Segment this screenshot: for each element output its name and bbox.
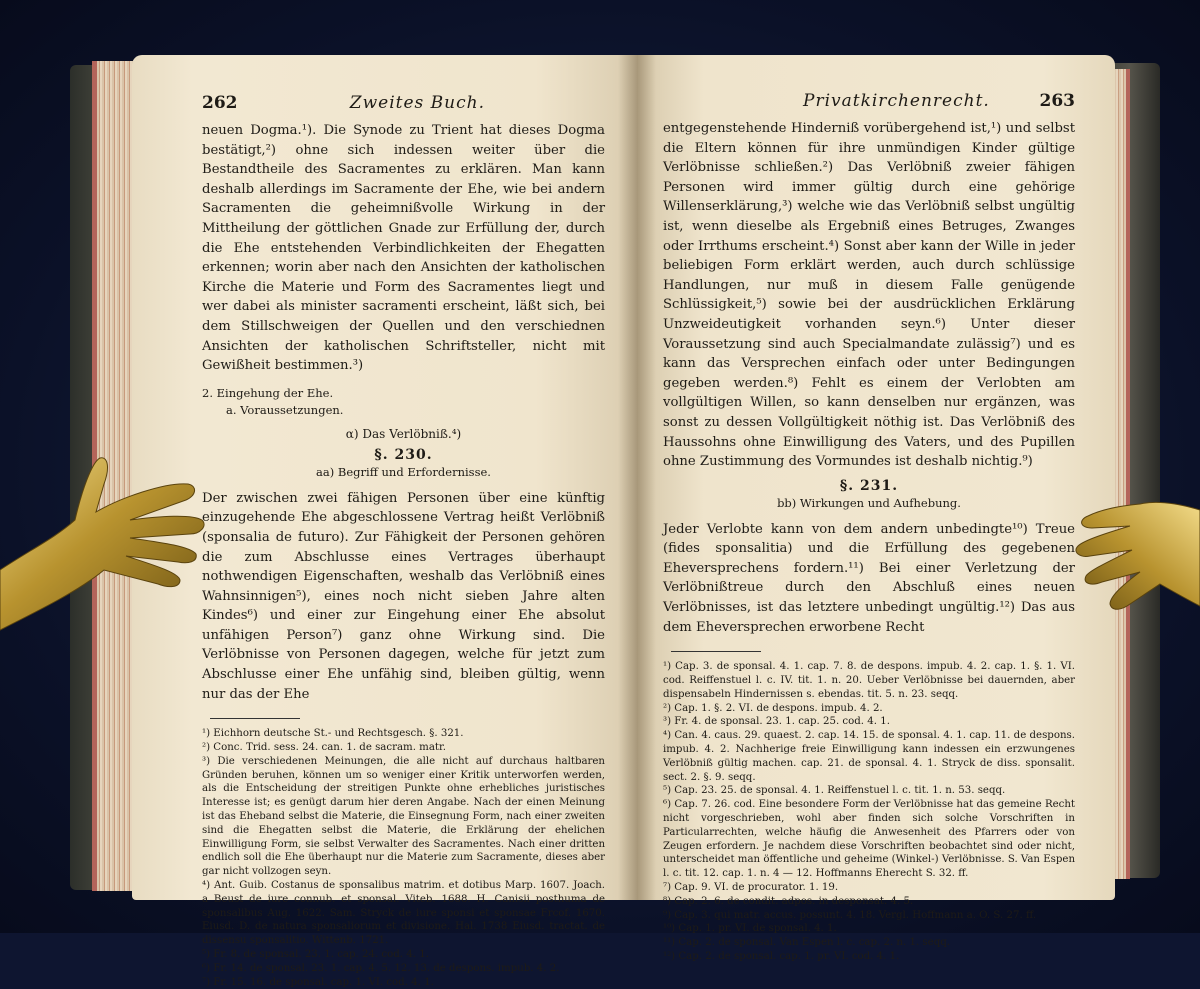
- section-231-text: [663, 520, 1075, 638]
- footnote: ²) Conc. Trid. sess. 24. can. 1. de sacram. matr.: [202, 742, 446, 754]
- footnote: ⁴) Ant. Guib. Costanus de sponsalibus matrim. et dotibus Marp. 1607. Joach. a Beust de iure connub. et sponsal. Viteb. 1688. H. Canisii posthuma de sponsalibus Aug. 1622. Sam. Stryck de iure sponsi et sponsae Frcof. 1670. Eiusd. D. de natura sponsaliorum et divisione. Hal. 1738 Eiusd. tractat. de dissensu sponsalitio. Wittenb. 1721.: [202, 880, 605, 947]
- paragraph: Der zwischen zwei fähigen Personen über eine künftig einzugehende Ehe abgeschlossene Vertrag heißt Verlöbniß (sponsalia de futuro). Zur Fähigkeit der Personen gehören die zum Abschlusse eines Vertrages überhaupt nothwendigen Eigenschaften, weshalb das Verlöbniß eines Wahnsinnigen⁵), eines noch nicht sieben Jahre alten Kindes⁶) und einer zur Eingehung einer Ehe absolut unfähigen Person⁷) ganz ohne Wirkung sind. Die Verlöbnisse von Personen dagegen, welche für jetzt zum Abschlusse einer Ehe unfähig sind, bleiben gültig, wenn nur das der Ehe: [202, 490, 605, 702]
- section-title-231: bb) Wirkungen und Aufhebung.: [777, 495, 961, 510]
- running-head-right: Privatkirchenrecht.: [803, 91, 990, 111]
- right-body-text: [663, 119, 1075, 472]
- heading-voraussetzungen: a. Voraussetzungen.: [226, 402, 344, 417]
- footnote: ⁶) Cap. 7. 26. cod. Eine besondere Form der Verlöbnisse hat das gemeine Recht nicht vorgeschrieben, wohl aber finden sich solche Vorschriften in Particularrechten, welche häufig die Anwesenheit des Pfarrers oder von Zeugen erfordern. Je nachdem diese Vorschriften beobachtet sind oder nicht, unterscheidet man öffentliche und geheime (Winkel-) Verlöbnisse. S. Van Espen l. c. tit. 12. cap. 1. n. 4 — 12. Hoffmanns Eherecht S. 32. ff.: [663, 799, 1076, 880]
- footnote: ⁶) Fr. 14. de sponsal. 23. 1. cap. 4. 5. 12. 13. de despons. impub. 4. 2.: [202, 962, 560, 974]
- footnote: ³) Die verschiedenen Meinungen, die alle nicht auf durchaus haltbaren Gründen beruhen, können um so weniger einer Kritik unterworfen werden, als die Entscheidung der streitigen Punkte ohne erhebliches juristisches Interesse ist; es genügt darum hier deren Angabe. Nach der einen Meinung ist das Eheband selbst die Materie, die Einsegnung Form, nach einer zweiten sind die Ehegatten selbst die Materie, die Erklärung der ehelichen Einwilligung Form, sie selbst Verwalter des Sacramentes. Nach einer dritten endlich soll die Ehe überhaupt nur die Materie zum Sacramente, dieses aber gar nicht vollzogen seyn.: [202, 755, 605, 878]
- footnote: ⁷) Cap. 9. VI. de procurator. 1. 19.: [663, 882, 839, 893]
- right-footnotes: [663, 660, 1075, 964]
- left-page-header: [202, 93, 605, 113]
- left-brass-hand-icon: [0, 450, 210, 640]
- footnote: ⁹) Cap. 3. qui matr. accus. possunt. 4. 18. Vergl. Hoffmann a. O. S. 27. ff.: [663, 909, 1037, 921]
- paragraph: neuen Dogma.¹). Die Synode zu Trient hat dieses Dogma bestätigt,²) ohne sich indessen weiter über die Bestandtheile des Sacramentes zu erklären. Man kann deshalb allerdings im Sacramente der Ehe, wie bei andern Sacramenten die geheimnißvolle Wirkung in der Mittheilung der göttlichen Gnade zur Erfüllung der, durch die Ehe entstehenden Verbindlichkeiten der Ehegatten erkennen; worin aber nach den Ansichten der katholischen Kirche die Materie und Form des Sacramentes liegt und wer dabei als minister sacramenti erscheint, läßt sich, bei dem Stillschweigen der Quellen und den verschiednen Ansichten der katholischen Schriftsteller, nicht mit Gewißheit bestimmen.³): [202, 123, 605, 374]
- paragraph: Jeder Verlobte kann von dem andern unbedingte¹⁰) Treue (fides sponsalitia) und die Erfüllung des gegebenen Eheversprechens fordern.¹¹) Bei einer Verletzung der Verlöbnißtreue durch den Abschluß eines neuen Verlöbnisses, ist das letztere unbedingt ungültig.¹²) Das aus dem Eheversprechen erworbene Recht: [663, 521, 1075, 635]
- page-number-left: 262: [202, 93, 238, 113]
- section-230-text: [202, 489, 605, 705]
- right-page-header: [663, 91, 1075, 111]
- footnote: ⁴) Can. 4. caus. 29. quaest. 2. cap. 14. 15. de sponsal. 4. 1. cap. 11. de despons. impub. 4. 2. Nachherige freie Einwilligung kann indessen ein erzwungenes Verlöbniß gültig machen. cap. 21. de sponsal. 4. 1. Stryck de diss. sponsalit. sect. 2. §. 9. seqq.: [663, 730, 1075, 783]
- footnote: ¹⁰) Cap. 1. pr. VI. de sponsal. 4. 1.: [663, 923, 837, 935]
- footnote: ¹²) Cap. 2. de sponsal. cap. 1. pr. VI. cod. 4. 1.: [663, 950, 900, 962]
- footnote: ³) Fr. 4. de sponsal. 23. 1. cap. 25. cod. 4. 1.: [663, 716, 890, 728]
- paragraph: entgegenstehende Hinderniß vorübergehend ist,¹) und selbst die Eltern können für ihre unmündigen Kinder gültige Verlöbnisse schließen.²) Das Verlöbniß zweier fähigen Personen wird immer gültig durch eine gehörige Willenserklärung,³) welche wie das Verlöbniß selbst ungültig ist, wenn dieselbe als Ergebniß eines Betruges, Zwanges oder Irrthums erscheint.⁴) Sonst aber kann der Wille in jeder beliebigen Form erklärt werden, auch durch schlüssige Handlungen, nur muß in diesem Falle genügende Schlüssigkeit,⁵) sowie bei der ausdrücklichen Erklärung Unzweideutigkeit vorhanden seyn.⁶) Unter dieser Voraussetzung sind auch Specialmandate zulässig⁷) und es kann das Versprechen einfach oder unter Bedingungen gegeben werden.⁸) Fehlt es einem der Verlobten am vollgültigen Willen, so kann denselben nur ergänzen, was sonst zu dessen Vollgültigkeit nöthig ist. Das Verlöbniß des Haussohns ohne Einwilligung des Vaters, und des Pupillen ohne Zustimmung des Vormundes ist deshalb nichtig.⁹): [663, 121, 1075, 470]
- footnote: ⁷) Fr. 15. 16. de sponsal. cap. 1. VI. cod. 4. 1.: [202, 976, 434, 988]
- left-body-text: [202, 121, 605, 376]
- right-brass-hand-icon: [1070, 480, 1200, 650]
- footnote: ¹¹) Cap. 2. de sponsal. Van Espen l. c. cap. 2. n. 1. seqq.: [663, 937, 950, 949]
- book-gutter: [618, 55, 656, 900]
- running-head-left: Zweites Buch.: [349, 93, 485, 113]
- heading-eingehung: 2. Eingehung der Ehe.: [202, 385, 334, 400]
- heading-verloebniss: α) Das Verlöbniß.⁴): [345, 426, 462, 441]
- footnote: ⁸) Cap. 2. 6. de condit. adpos. in desponsat. 4. 5.: [663, 895, 914, 907]
- footnote: ⁵) Fr. 8. de sponsal. 23. 1. cap. 24. cod. 4. 1.: [202, 949, 429, 960]
- section-number-230: §. 230.: [374, 446, 433, 463]
- left-footnotes: [202, 727, 605, 989]
- open-book: [70, 55, 1160, 988]
- footnote-rule: [671, 651, 761, 652]
- footnote-rule: [210, 718, 300, 719]
- page-number-right: 263: [1039, 91, 1075, 111]
- footnote: ¹) Cap. 3. de sponsal. 4. 1. cap. 7. 8. de despons. impub. 4. 2. cap. 1. §. 1. VI. cod. Reiffenstuel l. c. IV. tit. 1. n. 20. Ueber Verlöbnisse bei dauernden, aber dispensabeln Hindernissen s. ebendas. tit. 5. n. 23. seqq.: [663, 661, 1075, 700]
- footnote: ²) Cap. 1. §. 2. VI. de despons. impub. 4. 2.: [663, 702, 883, 714]
- right-page: [637, 55, 1115, 962]
- section-number-231: §. 231.: [839, 477, 899, 494]
- section-title-230: aa) Begriff und Erfordernisse.: [316, 464, 491, 479]
- footnote: ⁵) Cap. 23. 25. de sponsal. 4. 1. Reiffenstuel l. c. tit. 1. n. 53. seqq.: [663, 785, 1006, 797]
- footnote: ¹) Eichhorn deutsche St.- und Rechtsgesch. §. 321.: [202, 728, 464, 740]
